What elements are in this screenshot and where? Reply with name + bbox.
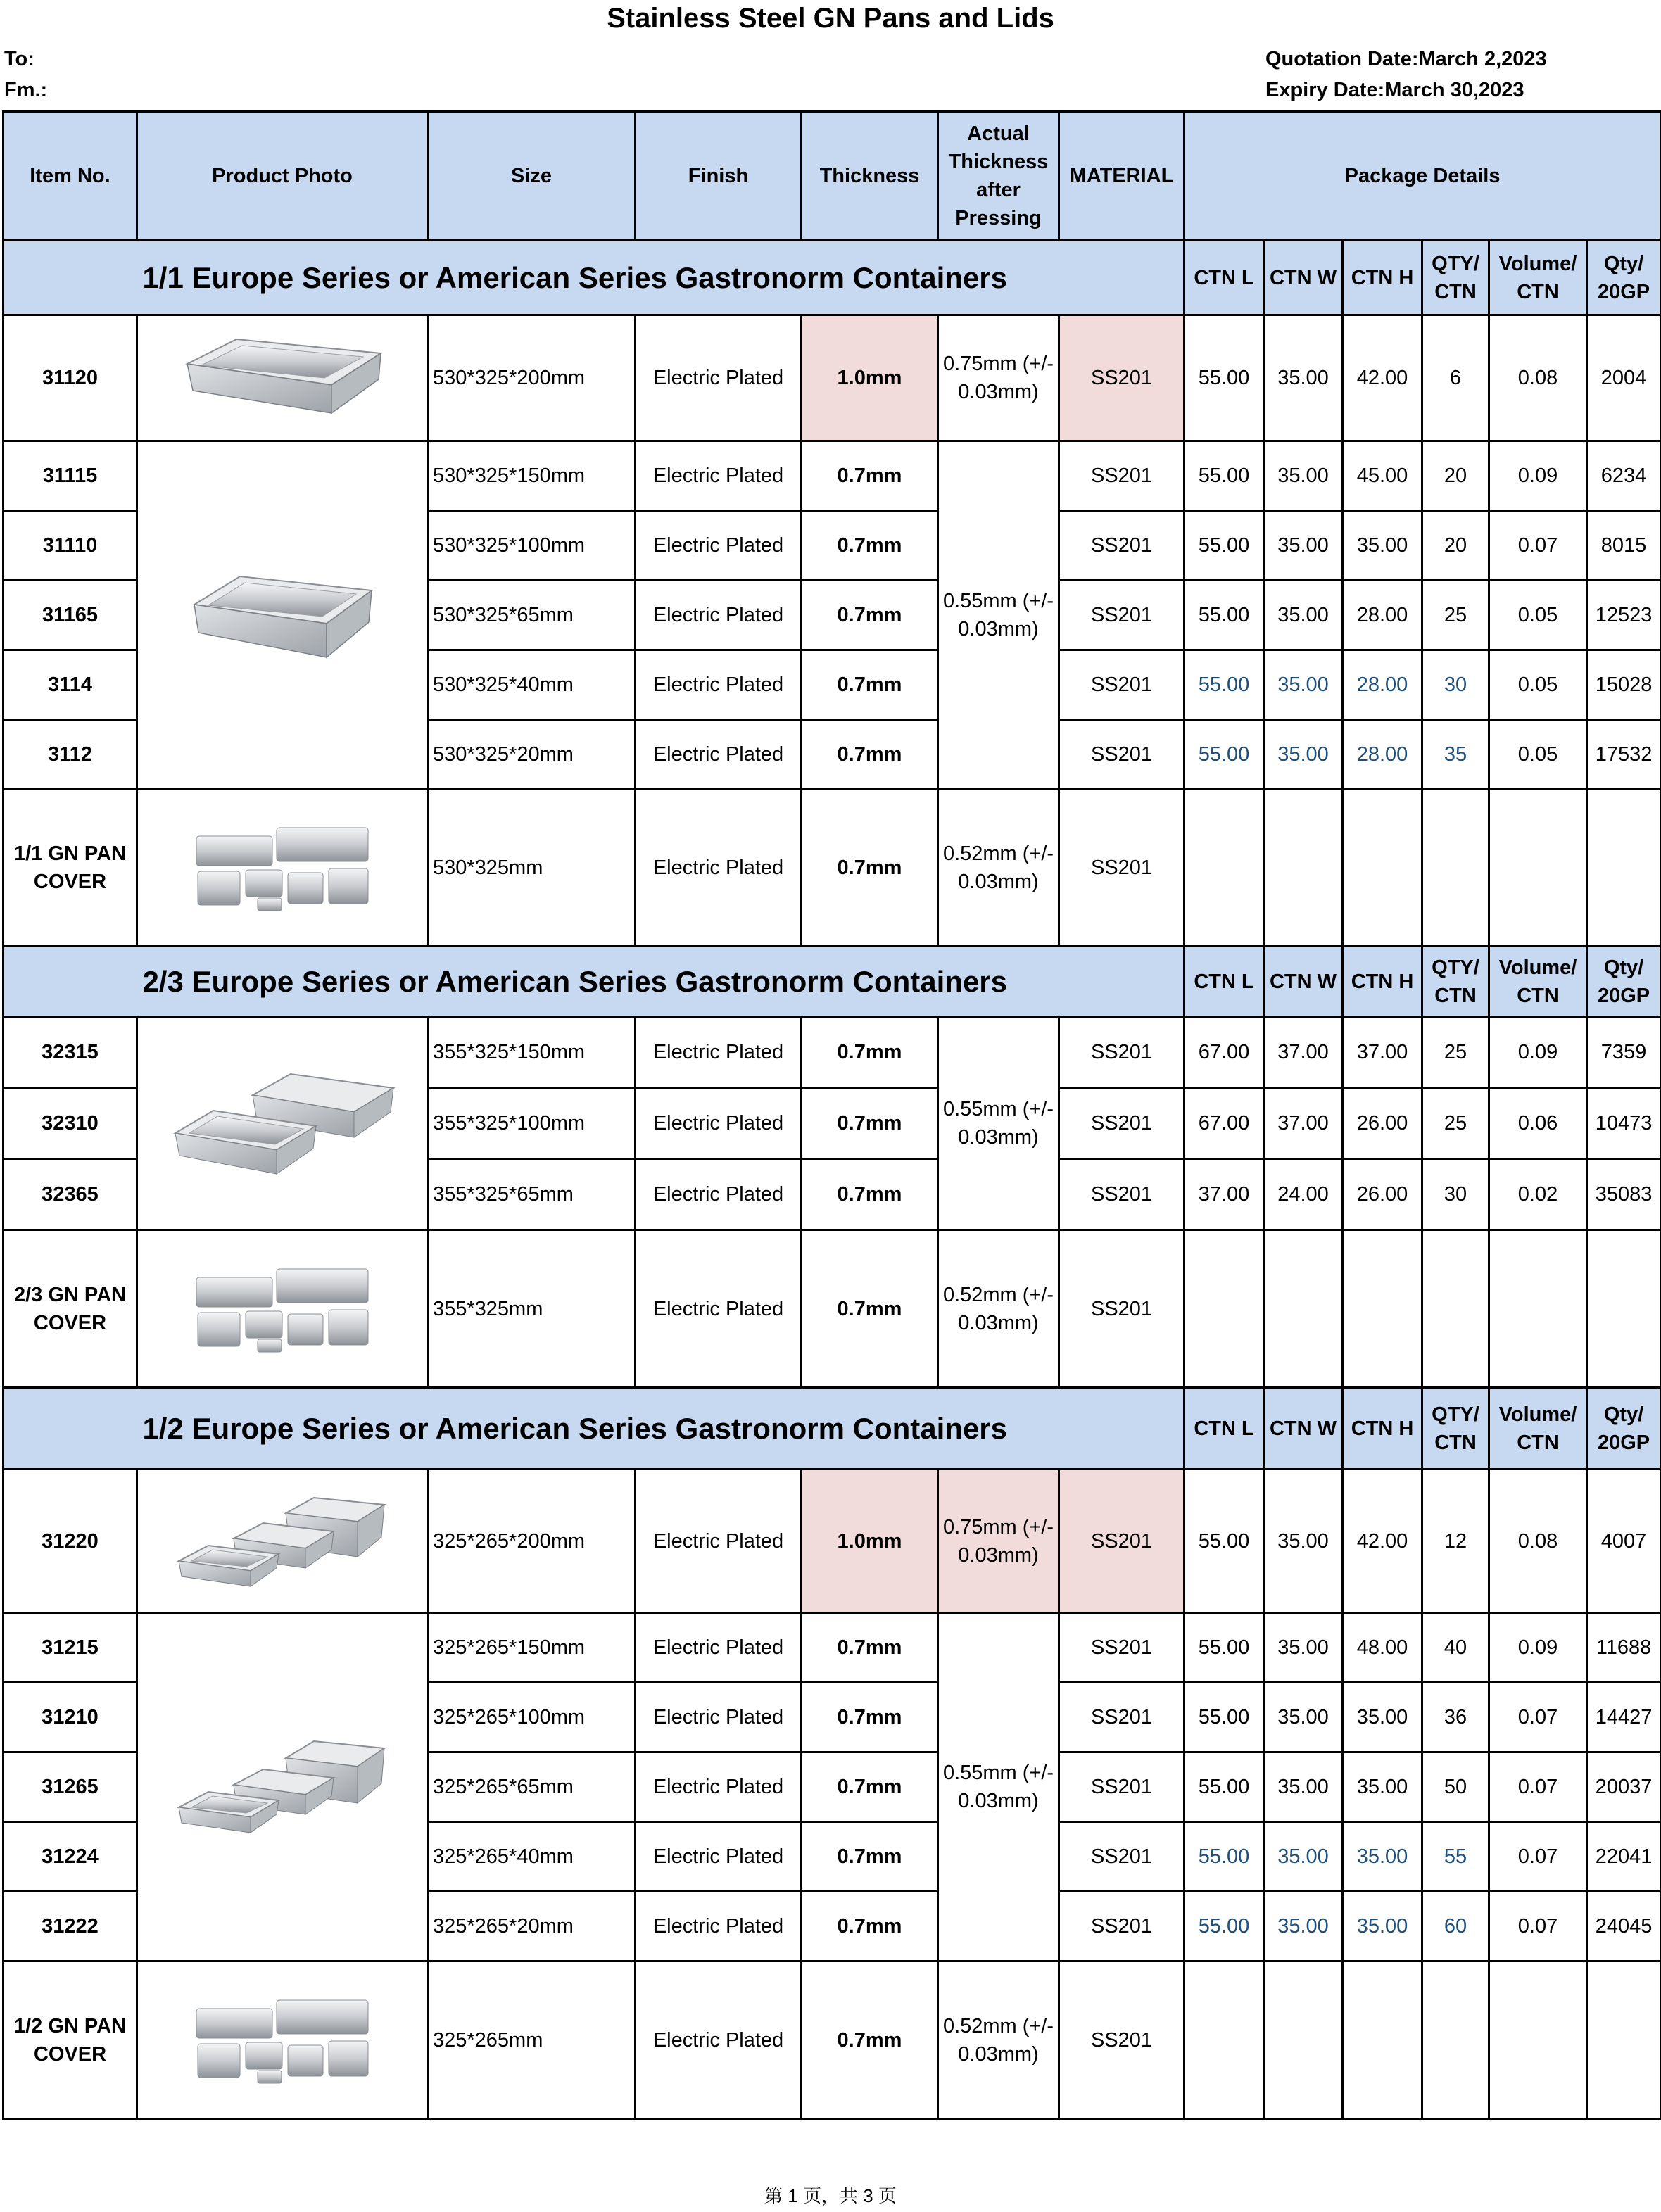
- thickness: 0.7mm: [802, 1230, 938, 1388]
- table-row-cover: [4, 1230, 1661, 1388]
- ctn-l: 55.00: [1185, 581, 1264, 650]
- finish: Electric Plated: [636, 1159, 802, 1230]
- size: 355*325*150mm: [428, 1017, 636, 1088]
- qty-20gp: 12523: [1587, 581, 1661, 650]
- material: SS201: [1059, 720, 1185, 790]
- col-header-product-photo: Product Photo: [137, 112, 428, 241]
- sub-header-ctn-h: CTN H: [1343, 1388, 1422, 1470]
- ctn-w: 35.00: [1264, 1752, 1343, 1822]
- item-no: 31210: [4, 1683, 137, 1752]
- ctn-h: 35.00: [1343, 1752, 1422, 1822]
- ctn-l: [1185, 1230, 1264, 1388]
- material: SS201: [1059, 1822, 1185, 1892]
- material: SS201: [1059, 1470, 1185, 1613]
- thickness: 1.0mm: [802, 315, 938, 441]
- thickness: 0.7mm: [802, 790, 938, 947]
- item-no: 1/2 GN PAN COVER: [4, 1961, 137, 2119]
- material: SS201: [1059, 1752, 1185, 1822]
- thickness: 0.7mm: [802, 1088, 938, 1159]
- size: 355*325*65mm: [428, 1159, 636, 1230]
- size: 325*265mm: [428, 1961, 636, 2119]
- size: 325*265*150mm: [428, 1613, 636, 1683]
- size: 530*325*65mm: [428, 581, 636, 650]
- thickness: 0.7mm: [802, 1822, 938, 1892]
- qty-20gp: 22041: [1587, 1822, 1661, 1892]
- col-header-material: MATERIAL: [1059, 112, 1185, 241]
- qty-ctn: 40: [1422, 1613, 1489, 1683]
- ctn-l: 55.00: [1185, 1470, 1264, 1613]
- size: 530*325mm: [428, 790, 636, 947]
- finish: Electric Plated: [636, 1230, 802, 1388]
- item-no: 31215: [4, 1613, 137, 1683]
- col-header-thickness: Thickness: [802, 112, 938, 241]
- volume-ctn: [1489, 790, 1587, 947]
- size: 530*325*150mm: [428, 441, 636, 511]
- section-title: 2/3 Europe Series or American Series Gastronorm Containers: [4, 947, 1185, 1017]
- qty-ctn: 50: [1422, 1752, 1489, 1822]
- section-title: 1/2 Europe Series or American Series Gastronorm Containers: [4, 1388, 1185, 1470]
- qty-20gp: [1587, 1230, 1661, 1388]
- qty-20gp: 11688: [1587, 1613, 1661, 1683]
- gn-pan-image: [173, 1492, 391, 1591]
- sub-header-ctn-h: CTN H: [1343, 947, 1422, 1017]
- actual-thickness: 0.52mm (+/- 0.03mm): [938, 1961, 1059, 2119]
- item-no: 31224: [4, 1822, 137, 1892]
- ctn-h: 28.00: [1343, 650, 1422, 720]
- volume-ctn: 0.08: [1489, 315, 1587, 441]
- item-no: 1/1 GN PAN COVER: [4, 790, 137, 947]
- qty-20gp: 14427: [1587, 1683, 1661, 1752]
- sub-header-qty-20gp: Qty/ 20GP: [1587, 947, 1661, 1017]
- ctn-w: 35.00: [1264, 1892, 1343, 1961]
- section-title: 1/1 Europe Series or American Series Gastronorm Containers: [4, 241, 1185, 315]
- ctn-l: 55.00: [1185, 511, 1264, 581]
- material: SS201: [1059, 650, 1185, 720]
- page-title: Stainless Steel GN Pans and Lids: [607, 3, 1054, 34]
- volume-ctn: 0.07: [1489, 1752, 1587, 1822]
- ctn-w: 24.00: [1264, 1159, 1343, 1230]
- item-no: 31165: [4, 581, 137, 650]
- ctn-l: 55.00: [1185, 315, 1264, 441]
- qty-ctn: 20: [1422, 511, 1489, 581]
- qty-20gp: 2004: [1587, 315, 1661, 441]
- material: SS201: [1059, 581, 1185, 650]
- sub-header-volume-ctn: Volume/ CTN: [1489, 947, 1587, 1017]
- finish: Electric Plated: [636, 1613, 802, 1683]
- to-label: To:: [4, 48, 34, 70]
- finish: Electric Plated: [636, 1822, 802, 1892]
- ctn-l: 37.00: [1185, 1159, 1264, 1230]
- qty-ctn: 25: [1422, 1088, 1489, 1159]
- ctn-h: 42.00: [1343, 315, 1422, 441]
- sub-header-ctn-l: CTN L: [1185, 1388, 1264, 1470]
- volume-ctn: [1489, 1230, 1587, 1388]
- material: SS201: [1059, 441, 1185, 511]
- table-row: [4, 1613, 1661, 1683]
- item-no: 32365: [4, 1159, 137, 1230]
- thickness: 0.7mm: [802, 650, 938, 720]
- ctn-l: 67.00: [1185, 1088, 1264, 1159]
- item-no: 31220: [4, 1470, 137, 1613]
- gn-cover-image: [191, 822, 374, 914]
- ctn-h: [1343, 1230, 1422, 1388]
- gn-pan-image: [187, 566, 377, 664]
- ctn-w: 37.00: [1264, 1088, 1343, 1159]
- qty-20gp: [1587, 790, 1661, 947]
- thickness: 0.7mm: [802, 511, 938, 581]
- thickness: 0.7mm: [802, 1752, 938, 1822]
- thickness: 0.7mm: [802, 720, 938, 790]
- item-no: 31110: [4, 511, 137, 581]
- sub-header-qty-20gp: Qty/ 20GP: [1587, 1388, 1661, 1470]
- section-header-row: [4, 947, 1661, 1017]
- volume-ctn: 0.05: [1489, 650, 1587, 720]
- col-header-size: Size: [428, 112, 636, 241]
- qty-ctn: 30: [1422, 1159, 1489, 1230]
- gn-pan-image: [170, 1067, 395, 1180]
- ctn-h: 26.00: [1343, 1159, 1422, 1230]
- size: 325*265*100mm: [428, 1683, 636, 1752]
- table-row-cover: [4, 1961, 1661, 2119]
- ctn-h: 26.00: [1343, 1088, 1422, 1159]
- ctn-w: 35.00: [1264, 1822, 1343, 1892]
- table-row: [4, 1017, 1661, 1088]
- qty-ctn: 60: [1422, 1892, 1489, 1961]
- ctn-h: 35.00: [1343, 1892, 1422, 1961]
- ctn-l: 55.00: [1185, 1752, 1264, 1822]
- actual-thickness: 0.75mm (+/- 0.03mm): [938, 315, 1059, 441]
- finish: Electric Plated: [636, 511, 802, 581]
- product-photo: [137, 790, 428, 947]
- size: 325*265*40mm: [428, 1822, 636, 1892]
- size: 530*325*200mm: [428, 315, 636, 441]
- finish: Electric Plated: [636, 315, 802, 441]
- ctn-l: 55.00: [1185, 1683, 1264, 1752]
- sub-header-ctn-w: CTN W: [1264, 241, 1343, 315]
- col-header-finish: Finish: [636, 112, 802, 241]
- qty-20gp: 4007: [1587, 1470, 1661, 1613]
- col-header-actual-thickness: Actual Thickness after Pressing: [938, 112, 1059, 241]
- sub-header-qty-20gp: Qty/ 20GP: [1587, 241, 1661, 315]
- ctn-l: [1185, 790, 1264, 947]
- ctn-l: 55.00: [1185, 1822, 1264, 1892]
- ctn-h: 35.00: [1343, 511, 1422, 581]
- volume-ctn: 0.07: [1489, 1892, 1587, 1961]
- ctn-w: 35.00: [1264, 1613, 1343, 1683]
- qty-20gp: 24045: [1587, 1892, 1661, 1961]
- product-photo: [137, 1470, 428, 1613]
- size: 355*325*100mm: [428, 1088, 636, 1159]
- ctn-w: 35.00: [1264, 315, 1343, 441]
- qty-20gp: [1587, 1961, 1661, 2119]
- sub-header-qty-ctn: QTY/ CTN: [1422, 947, 1489, 1017]
- ctn-w: 35.00: [1264, 581, 1343, 650]
- qty-20gp: 20037: [1587, 1752, 1661, 1822]
- ctn-l: 55.00: [1185, 650, 1264, 720]
- material: SS201: [1059, 1230, 1185, 1388]
- material: SS201: [1059, 1961, 1185, 2119]
- volume-ctn: 0.02: [1489, 1159, 1587, 1230]
- product-photo: [137, 315, 428, 441]
- actual-thickness: 0.55mm (+/- 0.03mm): [938, 1017, 1059, 1230]
- item-no: 31265: [4, 1752, 137, 1822]
- sub-header-ctn-l: CTN L: [1185, 241, 1264, 315]
- thickness: 0.7mm: [802, 1892, 938, 1961]
- finish: Electric Plated: [636, 581, 802, 650]
- sub-header-ctn-w: CTN W: [1264, 947, 1343, 1017]
- actual-thickness: 0.55mm (+/- 0.03mm): [938, 1613, 1059, 1961]
- item-no: 32315: [4, 1017, 137, 1088]
- table-row: [4, 315, 1661, 441]
- ctn-w: 35.00: [1264, 511, 1343, 581]
- item-no: 31120: [4, 315, 137, 441]
- size: 530*325*100mm: [428, 511, 636, 581]
- finish: Electric Plated: [636, 790, 802, 947]
- ctn-l: 55.00: [1185, 1892, 1264, 1961]
- ctn-h: [1343, 790, 1422, 947]
- finish: Electric Plated: [636, 1892, 802, 1961]
- ctn-h: 35.00: [1343, 1822, 1422, 1892]
- sub-header-ctn-l: CTN L: [1185, 947, 1264, 1017]
- thickness: 0.7mm: [802, 441, 938, 511]
- product-photo: [137, 1017, 428, 1230]
- qty-ctn: 6: [1422, 315, 1489, 441]
- sub-header-ctn-h: CTN H: [1343, 241, 1422, 315]
- ctn-l: 55.00: [1185, 1613, 1264, 1683]
- ctn-h: 35.00: [1343, 1683, 1422, 1752]
- quotation-date: Quotation Date:March 2,2023: [1265, 48, 1547, 70]
- finish: Electric Plated: [636, 720, 802, 790]
- finish: Electric Plated: [636, 1017, 802, 1088]
- item-no: 31115: [4, 441, 137, 511]
- sub-header-volume-ctn: Volume/ CTN: [1489, 1388, 1587, 1470]
- product-photo: [137, 441, 428, 790]
- thickness: 0.7mm: [802, 1683, 938, 1752]
- actual-thickness: 0.52mm (+/- 0.03mm): [938, 790, 1059, 947]
- col-header-package-details: Package Details: [1185, 112, 1661, 241]
- ctn-w: 35.00: [1264, 1683, 1343, 1752]
- volume-ctn: 0.09: [1489, 1017, 1587, 1088]
- table-row: [4, 1470, 1661, 1613]
- finish: Electric Plated: [636, 1752, 802, 1822]
- finish: Electric Plated: [636, 1470, 802, 1613]
- sub-header-qty-ctn: QTY/ CTN: [1422, 1388, 1489, 1470]
- qty-20gp: 8015: [1587, 511, 1661, 581]
- thickness: 0.7mm: [802, 1159, 938, 1230]
- page-footer: 第 1 页，共 3 页: [764, 2185, 897, 2206]
- volume-ctn: 0.07: [1489, 1683, 1587, 1752]
- ctn-h: 28.00: [1343, 581, 1422, 650]
- volume-ctn: 0.08: [1489, 1470, 1587, 1613]
- section-header-row: [4, 1388, 1661, 1470]
- material: SS201: [1059, 1892, 1185, 1961]
- item-no: 3114: [4, 650, 137, 720]
- qty-ctn: [1422, 1961, 1489, 2119]
- quotation-table: [2, 110, 1661, 2120]
- qty-ctn: 36: [1422, 1683, 1489, 1752]
- ctn-l: 55.00: [1185, 720, 1264, 790]
- ctn-l: 67.00: [1185, 1017, 1264, 1088]
- section-header-row: [4, 241, 1661, 315]
- item-no: 31222: [4, 1892, 137, 1961]
- material: SS201: [1059, 1017, 1185, 1088]
- ctn-w: 35.00: [1264, 720, 1343, 790]
- ctn-w: [1264, 790, 1343, 947]
- material: SS201: [1059, 1159, 1185, 1230]
- size: 530*325*20mm: [428, 720, 636, 790]
- actual-thickness: 0.75mm (+/- 0.03mm): [938, 1470, 1059, 1613]
- qty-20gp: 17532: [1587, 720, 1661, 790]
- finish: Electric Plated: [636, 1088, 802, 1159]
- volume-ctn: 0.05: [1489, 581, 1587, 650]
- ctn-w: 35.00: [1264, 650, 1343, 720]
- gn-pan-image: [180, 336, 384, 420]
- volume-ctn: 0.07: [1489, 1822, 1587, 1892]
- finish: Electric Plated: [636, 441, 802, 511]
- volume-ctn: 0.09: [1489, 441, 1587, 511]
- finish: Electric Plated: [636, 1683, 802, 1752]
- table-row-cover: [4, 790, 1661, 947]
- ctn-l: 55.00: [1185, 441, 1264, 511]
- ctn-l: [1185, 1961, 1264, 2119]
- size: 325*265*65mm: [428, 1752, 636, 1822]
- qty-ctn: 25: [1422, 581, 1489, 650]
- table-row: [4, 441, 1661, 511]
- qty-20gp: 6234: [1587, 441, 1661, 511]
- ctn-w: 35.00: [1264, 1470, 1343, 1613]
- sub-header-volume-ctn: Volume/ CTN: [1489, 241, 1587, 315]
- size: 355*325mm: [428, 1230, 636, 1388]
- qty-20gp: 35083: [1587, 1159, 1661, 1230]
- thickness: 0.7mm: [802, 1017, 938, 1088]
- material: SS201: [1059, 790, 1185, 947]
- size: 530*325*40mm: [428, 650, 636, 720]
- qty-ctn: 12: [1422, 1470, 1489, 1613]
- ctn-h: 28.00: [1343, 720, 1422, 790]
- volume-ctn: 0.06: [1489, 1088, 1587, 1159]
- gn-cover-image: [191, 1995, 374, 2086]
- finish: Electric Plated: [636, 1961, 802, 2119]
- gn-pan-image: [173, 1734, 391, 1840]
- qty-20gp: 15028: [1587, 650, 1661, 720]
- ctn-h: [1343, 1961, 1422, 2119]
- product-photo: [137, 1613, 428, 1961]
- ctn-h: 48.00: [1343, 1613, 1422, 1683]
- material: SS201: [1059, 1613, 1185, 1683]
- ctn-w: [1264, 1961, 1343, 2119]
- qty-ctn: 55: [1422, 1822, 1489, 1892]
- actual-thickness: 0.55mm (+/- 0.03mm): [938, 441, 1059, 790]
- volume-ctn: 0.09: [1489, 1613, 1587, 1683]
- qty-ctn: 25: [1422, 1017, 1489, 1088]
- ctn-h: 42.00: [1343, 1470, 1422, 1613]
- ctn-w: 37.00: [1264, 1017, 1343, 1088]
- thickness: 0.7mm: [802, 1961, 938, 2119]
- thickness: 0.7mm: [802, 581, 938, 650]
- product-photo: [137, 1230, 428, 1388]
- qty-ctn: [1422, 790, 1489, 947]
- qty-ctn: [1422, 1230, 1489, 1388]
- item-no: 32310: [4, 1088, 137, 1159]
- volume-ctn: 0.07: [1489, 511, 1587, 581]
- col-header-item-no: Item No.: [4, 112, 137, 241]
- sub-header-ctn-w: CTN W: [1264, 1388, 1343, 1470]
- ctn-w: [1264, 1230, 1343, 1388]
- product-photo: [137, 1961, 428, 2119]
- ctn-h: 37.00: [1343, 1017, 1422, 1088]
- thickness: 0.7mm: [802, 1613, 938, 1683]
- expiry-date: Expiry Date:March 30,2023: [1265, 79, 1524, 101]
- volume-ctn: 0.05: [1489, 720, 1587, 790]
- material: SS201: [1059, 1683, 1185, 1752]
- qty-ctn: 30: [1422, 650, 1489, 720]
- ctn-h: 45.00: [1343, 441, 1422, 511]
- ctn-w: 35.00: [1264, 441, 1343, 511]
- thickness: 1.0mm: [802, 1470, 938, 1613]
- item-no: 2/3 GN PAN COVER: [4, 1230, 137, 1388]
- gn-cover-image: [191, 1263, 374, 1355]
- qty-20gp: 7359: [1587, 1017, 1661, 1088]
- material: SS201: [1059, 315, 1185, 441]
- size: 325*265*20mm: [428, 1892, 636, 1961]
- sub-header-qty-ctn: QTY/ CTN: [1422, 241, 1489, 315]
- material: SS201: [1059, 1088, 1185, 1159]
- header-row: [4, 112, 1661, 241]
- finish: Electric Plated: [636, 650, 802, 720]
- item-no: 3112: [4, 720, 137, 790]
- size: 325*265*200mm: [428, 1470, 636, 1613]
- fm-label: Fm.:: [4, 79, 48, 101]
- material: SS201: [1059, 511, 1185, 581]
- actual-thickness: 0.52mm (+/- 0.03mm): [938, 1230, 1059, 1388]
- volume-ctn: [1489, 1961, 1587, 2119]
- qty-ctn: 35: [1422, 720, 1489, 790]
- qty-20gp: 10473: [1587, 1088, 1661, 1159]
- qty-ctn: 20: [1422, 441, 1489, 511]
